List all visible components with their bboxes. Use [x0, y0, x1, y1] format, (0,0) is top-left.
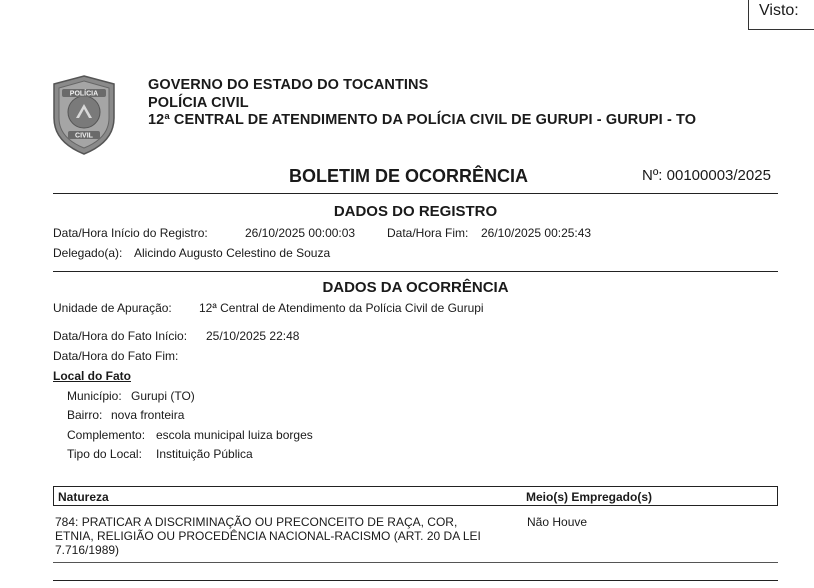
- natureza-line: 784: PRATICAR A DISCRIMINAÇÃO OU PRECONCEITO DE RAÇA, COR,: [55, 515, 458, 529]
- divider: [53, 580, 778, 581]
- policia-civil-seal-icon: [50, 74, 118, 156]
- fato-inicio-value: 25/10/2025 22:48: [206, 329, 300, 343]
- section-title-registro: DADOS DO REGISTRO: [333, 203, 498, 220]
- visto-box: [748, 0, 814, 30]
- bairro-label: Bairro:: [67, 408, 103, 422]
- fato-inicio-label: Data/Hora do Fato Início:: [53, 329, 188, 343]
- delegado-value: Alicindo Augusto Celestino de Souza: [134, 246, 331, 260]
- svg-text:CIVIL: CIVIL: [75, 132, 93, 140]
- divider: [53, 193, 778, 194]
- report-number: Nº: 00100003/2025: [642, 167, 771, 184]
- fato-fim-label: Data/Hora do Fato Fim:: [53, 349, 179, 363]
- natureza-line: 7.716/1989): [55, 543, 120, 557]
- tipo-local-label: Tipo do Local:: [67, 447, 142, 461]
- registro-fim-value: 26/10/2025 00:25:43: [481, 226, 592, 240]
- meio-value: Não Houve: [527, 515, 588, 529]
- municipio-value: Gurupi (TO): [131, 389, 195, 403]
- bairro-value: nova fronteira: [111, 408, 185, 422]
- col-natureza-header: Natureza: [58, 490, 109, 504]
- divider: [53, 271, 778, 272]
- tipo-local-value: Instituição Pública: [156, 447, 253, 461]
- header-government: GOVERNO DO ESTADO DO TOCANTINS: [148, 77, 429, 93]
- complemento-label: Complemento:: [67, 428, 146, 442]
- report-title: BOLETIM DE OCORRÊNCIA: [289, 166, 529, 186]
- registro-inicio-value: 26/10/2025 00:00:03: [245, 226, 356, 240]
- delegado-label: Delegado(a):: [53, 246, 123, 260]
- visto-label: Visto:: [759, 2, 799, 19]
- section-title-ocorrencia: DADOS DA OCORRÊNCIA: [322, 279, 509, 296]
- registro-fim-label: Data/Hora Fim:: [387, 226, 469, 240]
- local-do-fato-title: Local do Fato: [53, 369, 131, 383]
- col-meio-header: Meio(s) Empregado(s): [526, 490, 653, 504]
- header-agency: POLÍCIA CIVIL: [148, 95, 249, 111]
- registro-inicio-label: Data/Hora Início do Registro:: [53, 226, 208, 240]
- divider: [53, 562, 778, 563]
- natureza-table-header: [53, 486, 778, 506]
- svg-text:POLÍCIA: POLÍCIA: [69, 90, 99, 98]
- unidade-value: 12ª Central de Atendimento da Polícia Civil de Gurupi: [199, 301, 484, 315]
- header-unit: 12ª CENTRAL DE ATENDIMENTO DA POLÍCIA CIVIL DE GURUPI - GURUPI - TO: [148, 112, 697, 128]
- table-row: [55, 515, 481, 557]
- municipio-label: Município:: [67, 389, 122, 403]
- complemento-value: escola municipal luiza borges: [156, 428, 313, 442]
- unidade-label: Unidade de Apuração:: [53, 301, 172, 315]
- natureza-line: ETNIA, RELIGIÃO OU PROCEDÊNCIA NACIONAL-RACISMO (ART. 20 DA LEI: [55, 529, 481, 543]
